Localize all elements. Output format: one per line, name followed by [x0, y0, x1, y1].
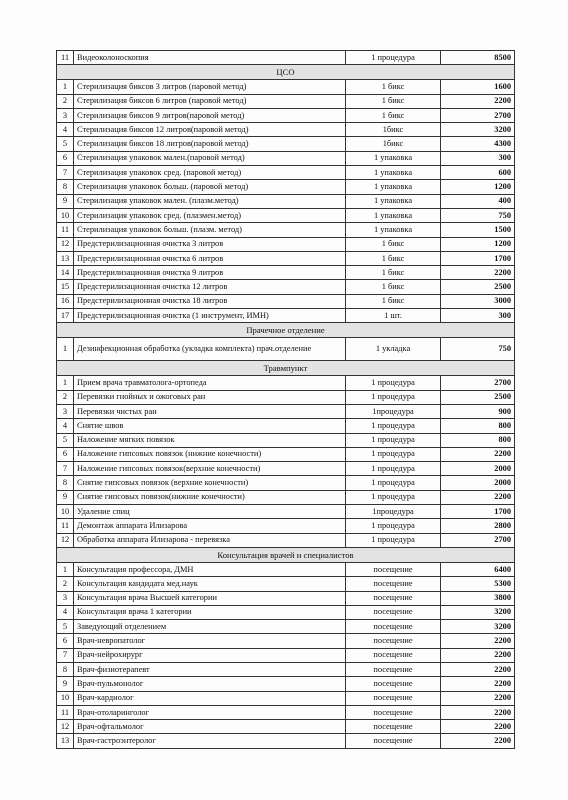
section-header-row — [57, 361, 515, 376]
row-number: 11 — [57, 705, 74, 719]
unit-of-measure: 1 бикс — [346, 108, 441, 122]
table-row — [57, 251, 515, 265]
table-row — [57, 404, 515, 418]
unit-of-measure: 1 процедура — [346, 433, 441, 447]
row-number: 5 — [57, 620, 74, 634]
row-number: 5 — [57, 137, 74, 151]
table-row — [57, 280, 515, 294]
row-number: 7 — [57, 462, 74, 476]
service-name: Стерилизация упаковок больш. (паровой метод) — [74, 180, 346, 194]
service-price: 1500 — [441, 223, 515, 237]
service-name: Консультация профессора, ДМН — [74, 562, 346, 576]
row-number: 1 — [57, 562, 74, 576]
table-row — [57, 662, 515, 676]
table-row — [57, 338, 515, 361]
service-name: Прием врача травматолога-ортопеда — [74, 376, 346, 390]
table-row — [57, 677, 515, 691]
unit-of-measure: 1бикс — [346, 137, 441, 151]
service-price: 750 — [441, 338, 515, 361]
unit-of-measure: 1 укладка — [346, 338, 441, 361]
row-number: 3 — [57, 591, 74, 605]
price-list-body — [57, 51, 515, 749]
unit-of-measure: посещение — [346, 577, 441, 591]
table-row — [57, 605, 515, 619]
table-row — [57, 390, 515, 404]
table-row — [57, 108, 515, 122]
unit-of-measure: 1 процедура — [346, 476, 441, 490]
row-number: 11 — [57, 51, 74, 65]
table-row — [57, 208, 515, 222]
unit-of-measure: посещение — [346, 734, 441, 748]
unit-of-measure: 1 бикс — [346, 280, 441, 294]
service-name: Врач-физиотерапевт — [74, 662, 346, 676]
unit-of-measure: 1 бикс — [346, 80, 441, 94]
row-number: 10 — [57, 208, 74, 222]
table-row — [57, 734, 515, 748]
unit-of-measure: 1бикс — [346, 123, 441, 137]
service-price: 900 — [441, 404, 515, 418]
service-name: Врач-пульмонолог — [74, 677, 346, 691]
row-number: 10 — [57, 505, 74, 519]
row-number: 11 — [57, 223, 74, 237]
unit-of-measure: 1 процедура — [346, 390, 441, 404]
service-price: 2200 — [441, 648, 515, 662]
unit-of-measure: 1 упаковка — [346, 180, 441, 194]
row-number: 11 — [57, 519, 74, 533]
unit-of-measure: 1 бикс — [346, 294, 441, 308]
row-number: 12 — [57, 720, 74, 734]
service-price: 3800 — [441, 591, 515, 605]
table-row — [57, 151, 515, 165]
service-name: Снятие гипсовых повязок (верхние конечности) — [74, 476, 346, 490]
unit-of-measure: 1 бикс — [346, 94, 441, 108]
table-row — [57, 94, 515, 108]
table-row — [57, 266, 515, 280]
service-price: 2500 — [441, 280, 515, 294]
service-price: 600 — [441, 166, 515, 180]
row-number: 14 — [57, 266, 74, 280]
service-price: 1200 — [441, 237, 515, 251]
service-name: Стерилизация биксов 12 литров(паровой метод) — [74, 123, 346, 137]
service-price: 2700 — [441, 108, 515, 122]
unit-of-measure: посещение — [346, 720, 441, 734]
service-name: Наложение мягких повязок — [74, 433, 346, 447]
table-row — [57, 376, 515, 390]
service-price: 2200 — [441, 94, 515, 108]
row-number: 4 — [57, 419, 74, 433]
section-title: Травмпункт — [57, 361, 515, 376]
service-name: Врач-гастроэнтеролог — [74, 734, 346, 748]
table-row — [57, 447, 515, 461]
service-price: 6400 — [441, 562, 515, 576]
table-row — [57, 490, 515, 504]
unit-of-measure: посещение — [346, 562, 441, 576]
service-name: Снятие гипсовых повязок(нижние конечности) — [74, 490, 346, 504]
row-number: 2 — [57, 94, 74, 108]
unit-of-measure: посещение — [346, 691, 441, 705]
service-name: Врач-нейрохирург — [74, 648, 346, 662]
service-name: Предстерилизационная очистка 12 литров — [74, 280, 346, 294]
table-row — [57, 166, 515, 180]
table-row — [57, 505, 515, 519]
service-price: 2700 — [441, 376, 515, 390]
service-price: 3200 — [441, 605, 515, 619]
row-number: 12 — [57, 533, 74, 547]
service-name: Стерилизация упаковок мален. (плазм.метод) — [74, 194, 346, 208]
unit-of-measure: 1 процедура — [346, 462, 441, 476]
service-price: 3200 — [441, 620, 515, 634]
table-row — [57, 309, 515, 323]
service-price: 300 — [441, 151, 515, 165]
table-row — [57, 123, 515, 137]
unit-of-measure: 1 упаковка — [346, 166, 441, 180]
service-name: Наложение гипсовых повязок (нижние конечности) — [74, 447, 346, 461]
section-header-row — [57, 65, 515, 80]
unit-of-measure: 1 упаковка — [346, 194, 441, 208]
unit-of-measure: посещение — [346, 705, 441, 719]
service-name: Предстерилизационная очистка 3 литров — [74, 237, 346, 251]
unit-of-measure: 1 бикс — [346, 266, 441, 280]
row-number: 6 — [57, 634, 74, 648]
table-row — [57, 634, 515, 648]
service-name: Предстерилизационная очистка (1 инструмент, ИМН) — [74, 309, 346, 323]
row-number: 4 — [57, 123, 74, 137]
row-number: 9 — [57, 677, 74, 691]
service-name: Снятие швов — [74, 419, 346, 433]
table-row — [57, 137, 515, 151]
row-number: 2 — [57, 390, 74, 404]
unit-of-measure: 1 процедура — [346, 533, 441, 547]
service-price: 8500 — [441, 51, 515, 65]
service-price: 2200 — [441, 490, 515, 504]
table-row — [57, 223, 515, 237]
unit-of-measure: 1процедура — [346, 404, 441, 418]
row-number: 13 — [57, 734, 74, 748]
service-price: 2700 — [441, 533, 515, 547]
table-row — [57, 180, 515, 194]
row-number: 13 — [57, 251, 74, 265]
table-row — [57, 577, 515, 591]
service-name: Врач-офтальмолог — [74, 720, 346, 734]
service-name: Наложение гипсовых повязок(верхние конечности) — [74, 462, 346, 476]
service-price: 2200 — [441, 634, 515, 648]
service-name: Стерилизация биксов 3 литров (паровой метод) — [74, 80, 346, 94]
service-name: Консультация врача 1 категории — [74, 605, 346, 619]
unit-of-measure: посещение — [346, 648, 441, 662]
service-name: Видеоколоноскопия — [74, 51, 346, 65]
service-price: 2200 — [441, 720, 515, 734]
service-name: Предстерилизационная очистка 18 литров — [74, 294, 346, 308]
table-row — [57, 720, 515, 734]
service-price: 2000 — [441, 462, 515, 476]
unit-of-measure: посещение — [346, 620, 441, 634]
unit-of-measure: 1 бикс — [346, 251, 441, 265]
service-name: Врач-отоларинголог — [74, 705, 346, 719]
table-row — [57, 419, 515, 433]
table-row — [57, 462, 515, 476]
service-name: Удаление спиц — [74, 505, 346, 519]
table-row — [57, 648, 515, 662]
service-name: Врач-кардиолог — [74, 691, 346, 705]
row-number: 1 — [57, 338, 74, 361]
table-row — [57, 433, 515, 447]
row-number: 9 — [57, 490, 74, 504]
row-number: 1 — [57, 80, 74, 94]
row-number: 12 — [57, 237, 74, 251]
service-price: 300 — [441, 309, 515, 323]
table-row — [57, 691, 515, 705]
table-row — [57, 705, 515, 719]
section-title: Прачечное отделение — [57, 323, 515, 338]
unit-of-measure: 1 упаковка — [346, 223, 441, 237]
row-number: 8 — [57, 662, 74, 676]
service-price: 1200 — [441, 180, 515, 194]
unit-of-measure: 1 упаковка — [346, 151, 441, 165]
unit-of-measure: 1 процедура — [346, 51, 441, 65]
service-price: 2500 — [441, 390, 515, 404]
service-name: Заведующий отделением — [74, 620, 346, 634]
service-price: 2200 — [441, 677, 515, 691]
table-row — [57, 591, 515, 605]
service-name: Дезинфекционная обработка (укладка комплекта) прач.отделение — [74, 338, 346, 361]
service-name: Предстерилизационная очистка 6 литров — [74, 251, 346, 265]
service-name: Стерилизация биксов 6 литров (паровой метод) — [74, 94, 346, 108]
table-row — [57, 562, 515, 576]
service-name: Стерилизация биксов 9 литров(паровой метод) — [74, 108, 346, 122]
service-name: Стерилизация биксов 18 литров(паровой метод) — [74, 137, 346, 151]
row-number: 8 — [57, 180, 74, 194]
unit-of-measure: посещение — [346, 662, 441, 676]
row-number: 3 — [57, 404, 74, 418]
row-number: 2 — [57, 577, 74, 591]
service-price: 3000 — [441, 294, 515, 308]
service-name: Стерилизация упаковок сред. (плазмен.метод) — [74, 208, 346, 222]
service-name: Врач-невропатолог — [74, 634, 346, 648]
section-title: ЦСО — [57, 65, 515, 80]
row-number: 6 — [57, 151, 74, 165]
unit-of-measure: 1 шт. — [346, 309, 441, 323]
service-name: Перевязки гнойных и ожоговых ран — [74, 390, 346, 404]
table-row — [57, 533, 515, 547]
service-name: Обработка аппарата Илизарова - перевязка — [74, 533, 346, 547]
row-number: 7 — [57, 648, 74, 662]
row-number: 8 — [57, 476, 74, 490]
row-number: 7 — [57, 166, 74, 180]
table-row — [57, 194, 515, 208]
service-price: 800 — [441, 419, 515, 433]
row-number: 10 — [57, 691, 74, 705]
table-row — [57, 476, 515, 490]
row-number: 16 — [57, 294, 74, 308]
service-name: Демонтаж аппарата Илизарова — [74, 519, 346, 533]
service-name: Стерилизация упаковок мален.(паровой метод) — [74, 151, 346, 165]
service-price: 1700 — [441, 505, 515, 519]
row-number: 17 — [57, 309, 74, 323]
row-number: 15 — [57, 280, 74, 294]
service-name: Перевязки чистых ран — [74, 404, 346, 418]
service-price: 2200 — [441, 691, 515, 705]
service-name: Стерилизация упаковок больш. (плазм. метод) — [74, 223, 346, 237]
service-price: 400 — [441, 194, 515, 208]
price-list-table — [56, 50, 515, 749]
unit-of-measure: 1процедура — [346, 505, 441, 519]
service-price: 1700 — [441, 251, 515, 265]
service-price: 2000 — [441, 476, 515, 490]
service-price: 1600 — [441, 80, 515, 94]
service-price: 2200 — [441, 662, 515, 676]
service-price: 2200 — [441, 705, 515, 719]
service-price: 2200 — [441, 266, 515, 280]
service-name: Консультация кандидата мед.наук — [74, 577, 346, 591]
table-row — [57, 519, 515, 533]
unit-of-measure: 1 процедура — [346, 519, 441, 533]
unit-of-measure: посещение — [346, 605, 441, 619]
table-row — [57, 294, 515, 308]
section-title: Консультация врачей и специалистов — [57, 547, 515, 562]
service-price: 2200 — [441, 447, 515, 461]
section-header-row — [57, 547, 515, 562]
unit-of-measure: 1 упаковка — [346, 208, 441, 222]
unit-of-measure: посещение — [346, 591, 441, 605]
service-price: 3200 — [441, 123, 515, 137]
row-number: 9 — [57, 194, 74, 208]
unit-of-measure: 1 бикс — [346, 237, 441, 251]
unit-of-measure: 1 процедура — [346, 447, 441, 461]
row-number: 6 — [57, 447, 74, 461]
unit-of-measure: 1 процедура — [346, 419, 441, 433]
row-number: 1 — [57, 376, 74, 390]
unit-of-measure: 1 процедура — [346, 490, 441, 504]
service-price: 750 — [441, 208, 515, 222]
service-name: Консультация врача Высшей категории — [74, 591, 346, 605]
table-row — [57, 237, 515, 251]
table-row — [57, 80, 515, 94]
row-number: 4 — [57, 605, 74, 619]
unit-of-measure: посещение — [346, 634, 441, 648]
service-price: 5300 — [441, 577, 515, 591]
section-header-row — [57, 323, 515, 338]
row-number: 3 — [57, 108, 74, 122]
service-price: 2800 — [441, 519, 515, 533]
service-price: 4300 — [441, 137, 515, 151]
service-price: 800 — [441, 433, 515, 447]
service-price: 2200 — [441, 734, 515, 748]
row-number: 5 — [57, 433, 74, 447]
table-row — [57, 620, 515, 634]
service-name: Стерилизация упаковок сред. (паровой метод) — [74, 166, 346, 180]
table-row — [57, 51, 515, 65]
service-name: Предстерилизационная очистка 9 литров — [74, 266, 346, 280]
unit-of-measure: 1 процедура — [346, 376, 441, 390]
unit-of-measure: посещение — [346, 677, 441, 691]
